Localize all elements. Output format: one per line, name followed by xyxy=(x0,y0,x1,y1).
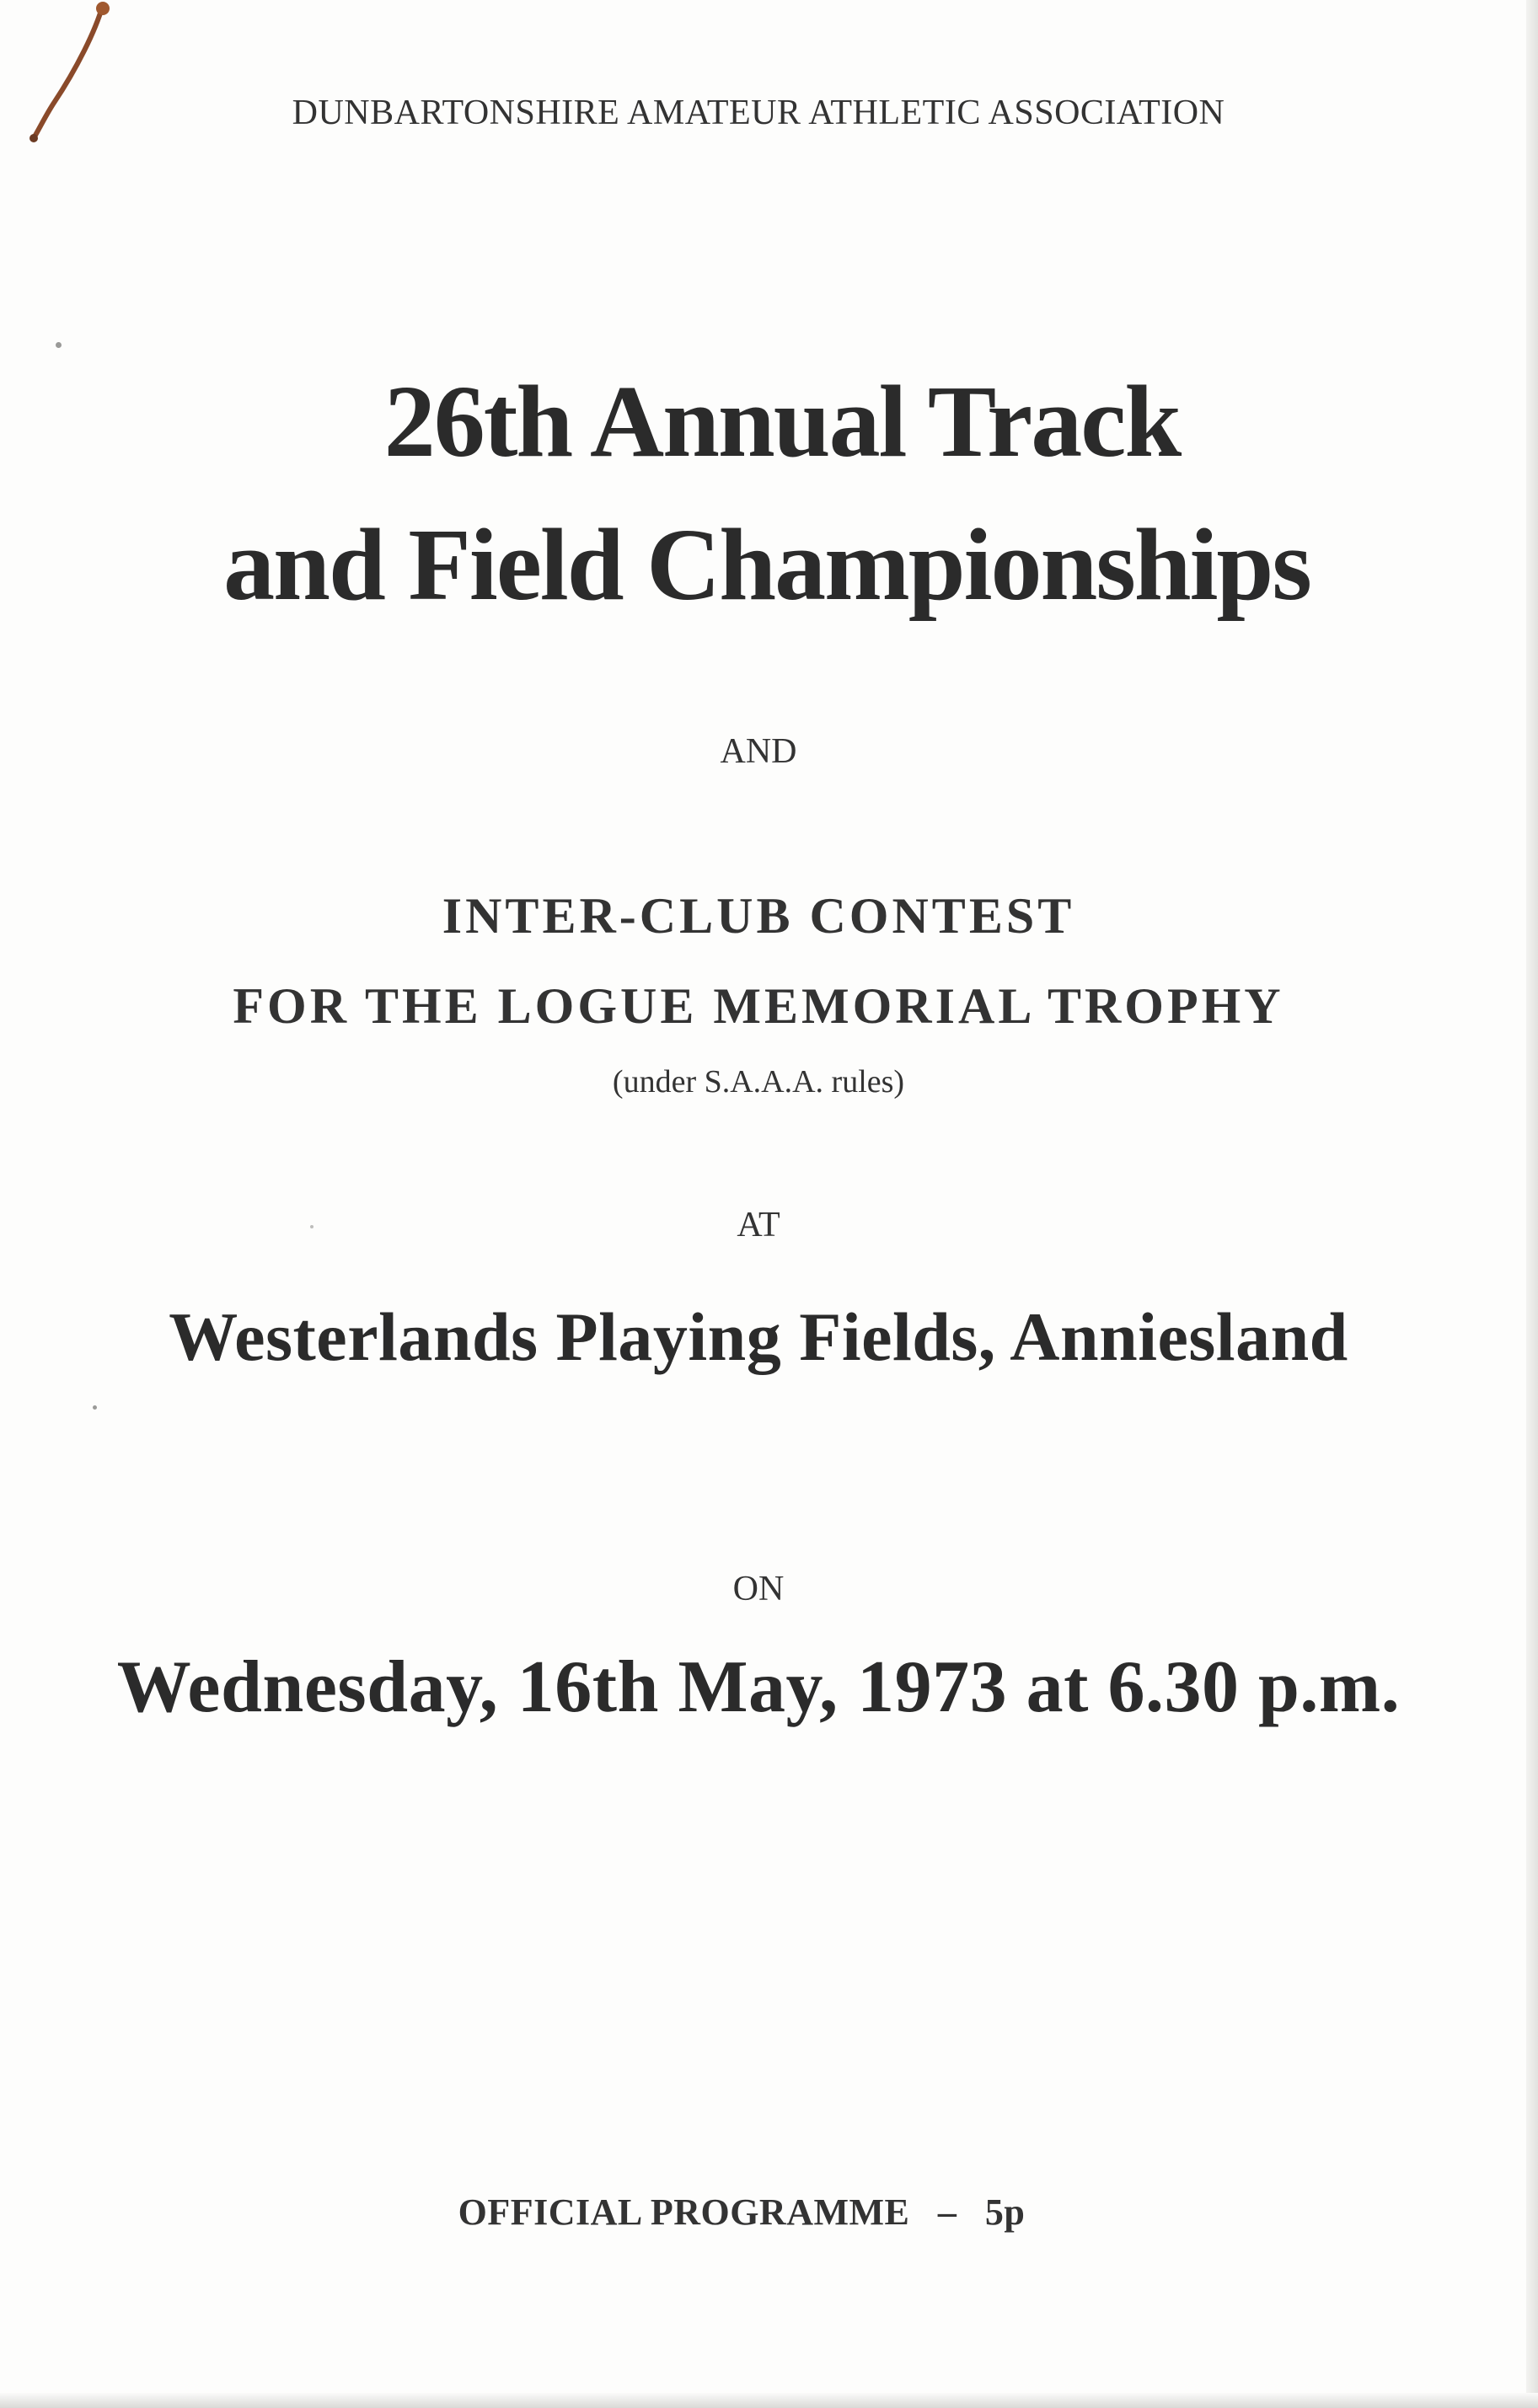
paper-speck xyxy=(93,1405,97,1410)
rules-note: (under S.A.A.A. rules) xyxy=(612,1064,905,1100)
official-programme-footer xyxy=(0,2191,1483,2234)
connector-on: ON xyxy=(732,1570,785,1608)
contest-line-1: INTER-CLUB CONTEST xyxy=(442,888,1075,944)
paper-speck xyxy=(56,342,62,348)
paper-edge-bottom xyxy=(0,2393,1538,2408)
footer-separator: – xyxy=(937,2191,957,2233)
connector-and: AND xyxy=(720,732,797,771)
title-line-2: and Field Championships xyxy=(223,508,1310,622)
venue-name: Westerlands Playing Fields, Anniesland xyxy=(169,1298,1348,1375)
contest-line-2: FOR THE LOGUE MEMORIAL TROPHY xyxy=(233,978,1284,1034)
programme-label: OFFICIAL PROGRAMME xyxy=(458,2191,910,2233)
event-date-time: Wednesday, 16th May, 1973 at 6.30 p.m. xyxy=(116,1646,1401,1728)
title-line-1: 26th Annual Track xyxy=(383,365,1181,479)
paper-edge-right xyxy=(1526,0,1538,2408)
connector-at: AT xyxy=(737,1206,780,1244)
programme-price: 5p xyxy=(984,2191,1026,2233)
organisation-name: DUNBARTONSHIRE AMATEUR ATHLETIC ASSOCIATION xyxy=(292,94,1225,132)
